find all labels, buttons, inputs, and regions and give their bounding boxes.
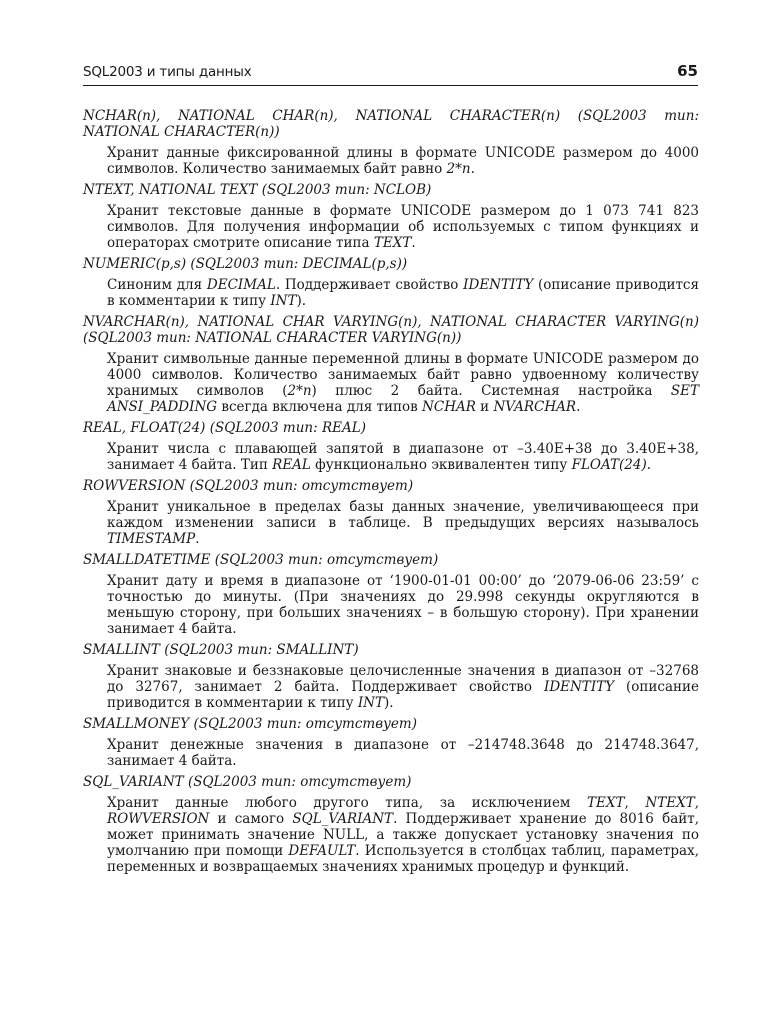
- entry-description: Хранит дату и время в диапазоне от ‘1900-01-01 00:00’ до ‘2079-06-06 23:59’ с точностью до минуты. (При значениях до 29.998 секунды округляются в меньшую сторону, при больших значениях – в большую сторону). При хранении занимает 4 байта.: [107, 573, 699, 637]
- entry-description: Синоним для DECIMAL. Поддерживает свойство IDENTITY (описание приводится в комментарии к типу INT).: [107, 277, 700, 309]
- entry-description: Хранит символьные данные переменной длины в формате UNICODE размером до 4000 символов. Количество занимаемых байт равно удвоенному количеству хранимых символов (2*n) плюс 2 байта. Системная настройка SET ANSI_PADDING всегда включена для типов NCHAR и NVARCHAR.: [107, 351, 699, 415]
- entry-description: Хранит данные любого другого типа, за исключением TEXT, NTEXT, ROWVERSION и самого SQL_VARIANT. Поддерживает хранение до 8016 байт, может принимать значение NULL, а также допускает установку значения по умолчанию при помощи DEFAULT. Используется в столбцах таблиц, параметрах, переменных и возвращаемых значениях хранимых процедур и функций.: [107, 795, 700, 875]
- entry-description: Хранит данные фиксированной длины в формате UNICODE размером до 4000 символов. Количество занимаемых байт равно 2*n.: [107, 145, 699, 177]
- entry-description: Хранит текстовые данные в формате UNICODE размером до 1 073 741 823 символов. Для получения информации об используемых с типом функциях и операторах смотрите описание типа TEXT.: [107, 203, 699, 251]
- entry-description: Хранит денежные значения в диапазоне от –214748.3648 до 214748.3647, занимает 4 байта.: [107, 737, 699, 769]
- entry-term: NVARCHAR(n), NATIONAL CHAR VARYING(n), NATIONAL CHARACTER VARYING(n) (SQL2003 тип: NATIONAL CHARACTER VARYING(n)): [83, 314, 699, 346]
- page-number: 65: [677, 62, 698, 80]
- page-header: [83, 62, 698, 84]
- entry-term: SMALLMONEY (SQL2003 тип: отсутствует): [83, 716, 417, 732]
- entry-term: NCHAR(n), NATIONAL CHAR(n), NATIONAL CHARACTER(n) (SQL2003 тип: NATIONAL CHARACTER(n)): [83, 108, 699, 140]
- running-title: SQL2003 и типы данных: [83, 64, 252, 80]
- entry-term: SQL_VARIANT (SQL2003 тип: отсутствует): [83, 774, 412, 790]
- entry-description: Хранит знаковые и беззнаковые целочисленные значения в диапазон от –32768 до 32767, занимает 2 байта. Поддерживает свойство IDENTITY (описание приводится в комментарии к типу INT).: [107, 663, 699, 711]
- data-type-list: [83, 108, 699, 880]
- entry-description: Хранит уникальное в пределах базы данных значение, увеличивающееся при каждом изменении записи в таблице. В предыдущих версиях называлось TIMESTAMP.: [107, 499, 699, 547]
- entry-term: SMALLDATETIME (SQL2003 тип: отсутствует): [83, 552, 439, 568]
- entry-term: ROWVERSION (SQL2003 тип: отсутствует): [83, 478, 414, 494]
- entry-term: REAL, FLOAT(24) (SQL2003 тип: REAL): [83, 420, 366, 436]
- entry-description: Хранит числа с плавающей запятой в диапазоне от –3.40E+38 до 3.40E+38, занимает 4 байта. Тип REAL функционально эквивалентен типу FLOAT(24).: [107, 441, 699, 473]
- header-rule: [83, 85, 698, 86]
- entry-term: SMALLINT (SQL2003 тип: SMALLINT): [83, 642, 359, 658]
- entry-term: NUMERIC(p,s) (SQL2003 тип: DECIMAL(p,s)): [83, 256, 408, 272]
- entry-term: NTEXT, NATIONAL TEXT (SQL2003 тип: NCLOB): [83, 182, 432, 198]
